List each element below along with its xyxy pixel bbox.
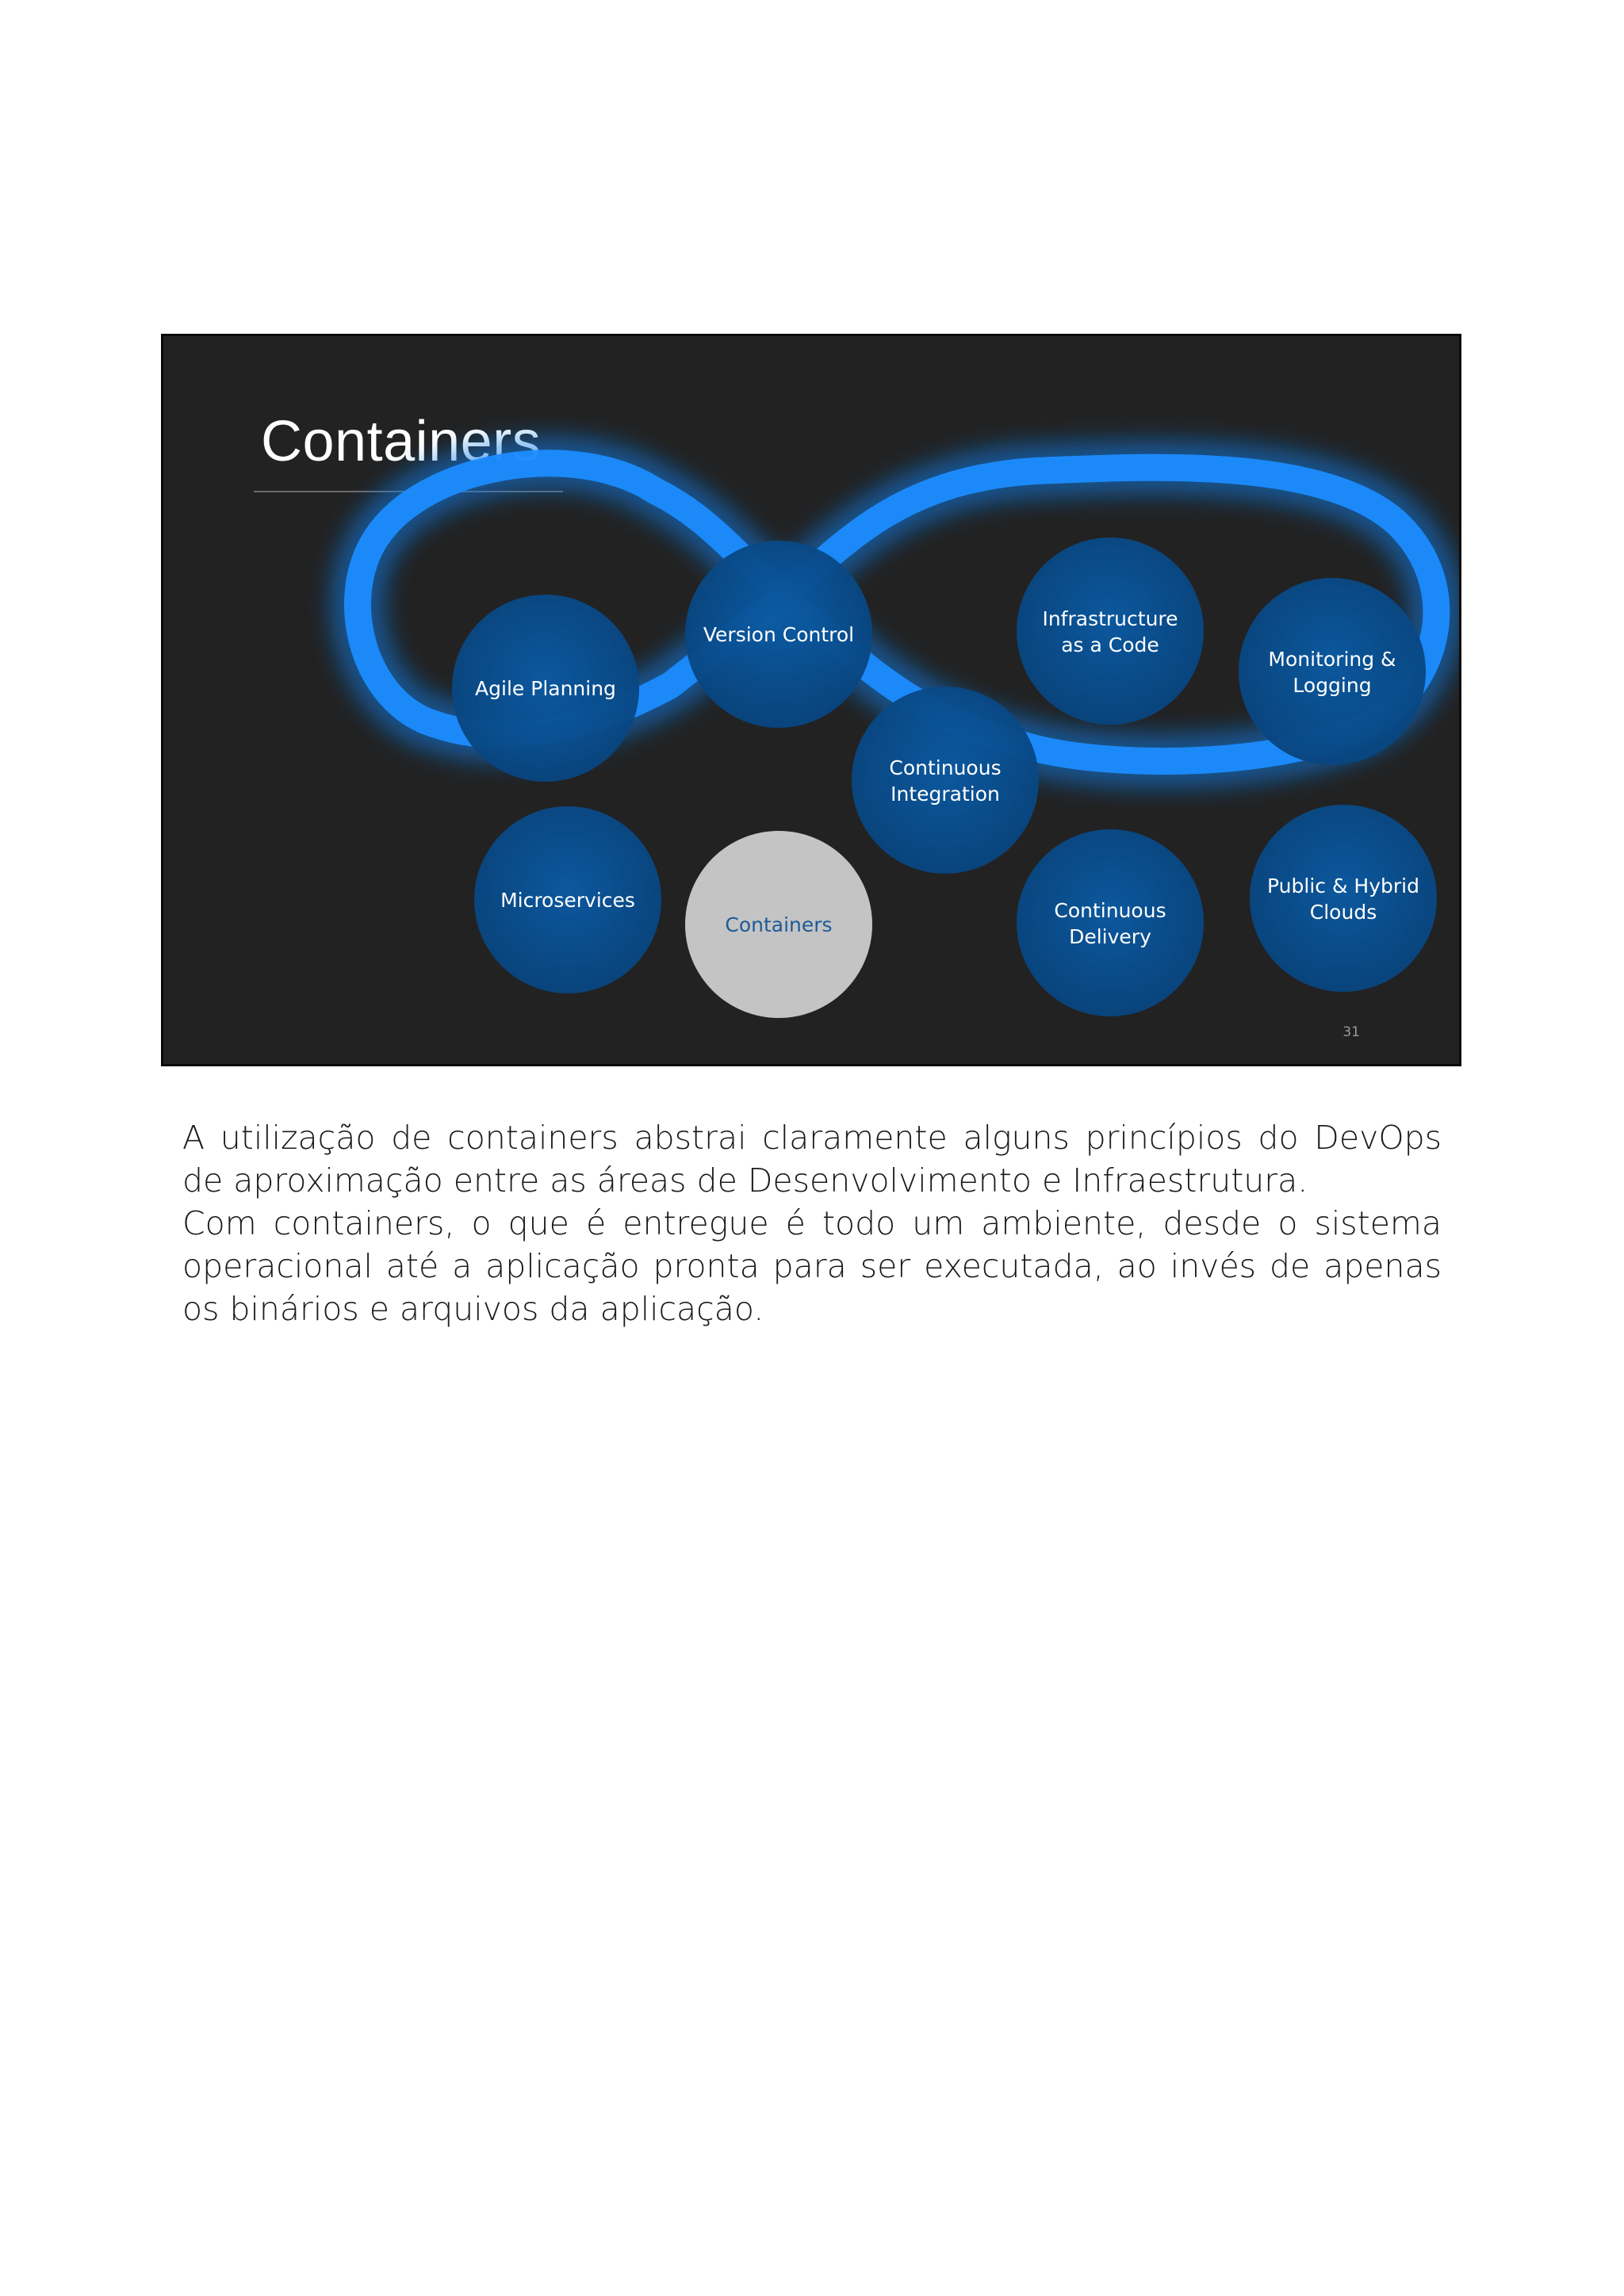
node-infrastructure-as-code xyxy=(1017,538,1204,725)
node-clouds-label-line1: Public & Hybrid xyxy=(1267,874,1419,897)
node-continuous-delivery xyxy=(1017,829,1204,1016)
node-version-control-label: Version Control xyxy=(703,623,855,646)
node-monitoring-logging xyxy=(1239,578,1426,765)
node-monitoring-label-line2: Logging xyxy=(1293,674,1372,697)
node-clouds-label-line2: Clouds xyxy=(1309,901,1377,924)
node-monitoring-label-line1: Monitoring & xyxy=(1268,648,1396,671)
node-public-hybrid-clouds xyxy=(1250,805,1437,992)
node-version-control xyxy=(685,541,872,728)
slide-title: Containers xyxy=(261,410,542,473)
node-ci-label-line2: Integration xyxy=(891,783,1000,806)
node-agile-planning-label: Agile Planning xyxy=(475,677,616,700)
node-containers-label: Containers xyxy=(725,913,833,936)
node-cd-label-line1: Continuous xyxy=(1054,899,1166,922)
node-continuous-integration xyxy=(852,687,1039,874)
paragraph-1: A utilização de containers abstrai claramente alguns princípios do DevOps de aproximação entre as áreas de Desenvolvimento e Infraestrutura. xyxy=(182,1119,1442,1200)
node-containers-highlighted xyxy=(685,831,872,1018)
node-infrastructure-label-line2: as a Code xyxy=(1061,633,1159,656)
node-agile-planning xyxy=(452,595,639,782)
node-microservices-label: Microservices xyxy=(500,889,635,912)
node-microservices xyxy=(474,806,661,993)
node-ci-label-line1: Continuous xyxy=(889,756,1002,779)
node-cd-label-line2: Delivery xyxy=(1069,925,1151,948)
body-text xyxy=(182,1116,1442,1330)
paragraph-2: Com containers, o que é entregue é todo um ambiente, desde o sistema operacional até a aplicação pronta para ser executada, ao invés de apenas os binários e arquivos da aplicação. xyxy=(182,1204,1442,1328)
devops-infinity-diagram xyxy=(163,336,1459,1064)
slide-image xyxy=(161,334,1461,1066)
node-infrastructure-label-line1: Infrastructure xyxy=(1042,607,1178,630)
slide-page-number: 31 xyxy=(1342,1024,1360,1040)
